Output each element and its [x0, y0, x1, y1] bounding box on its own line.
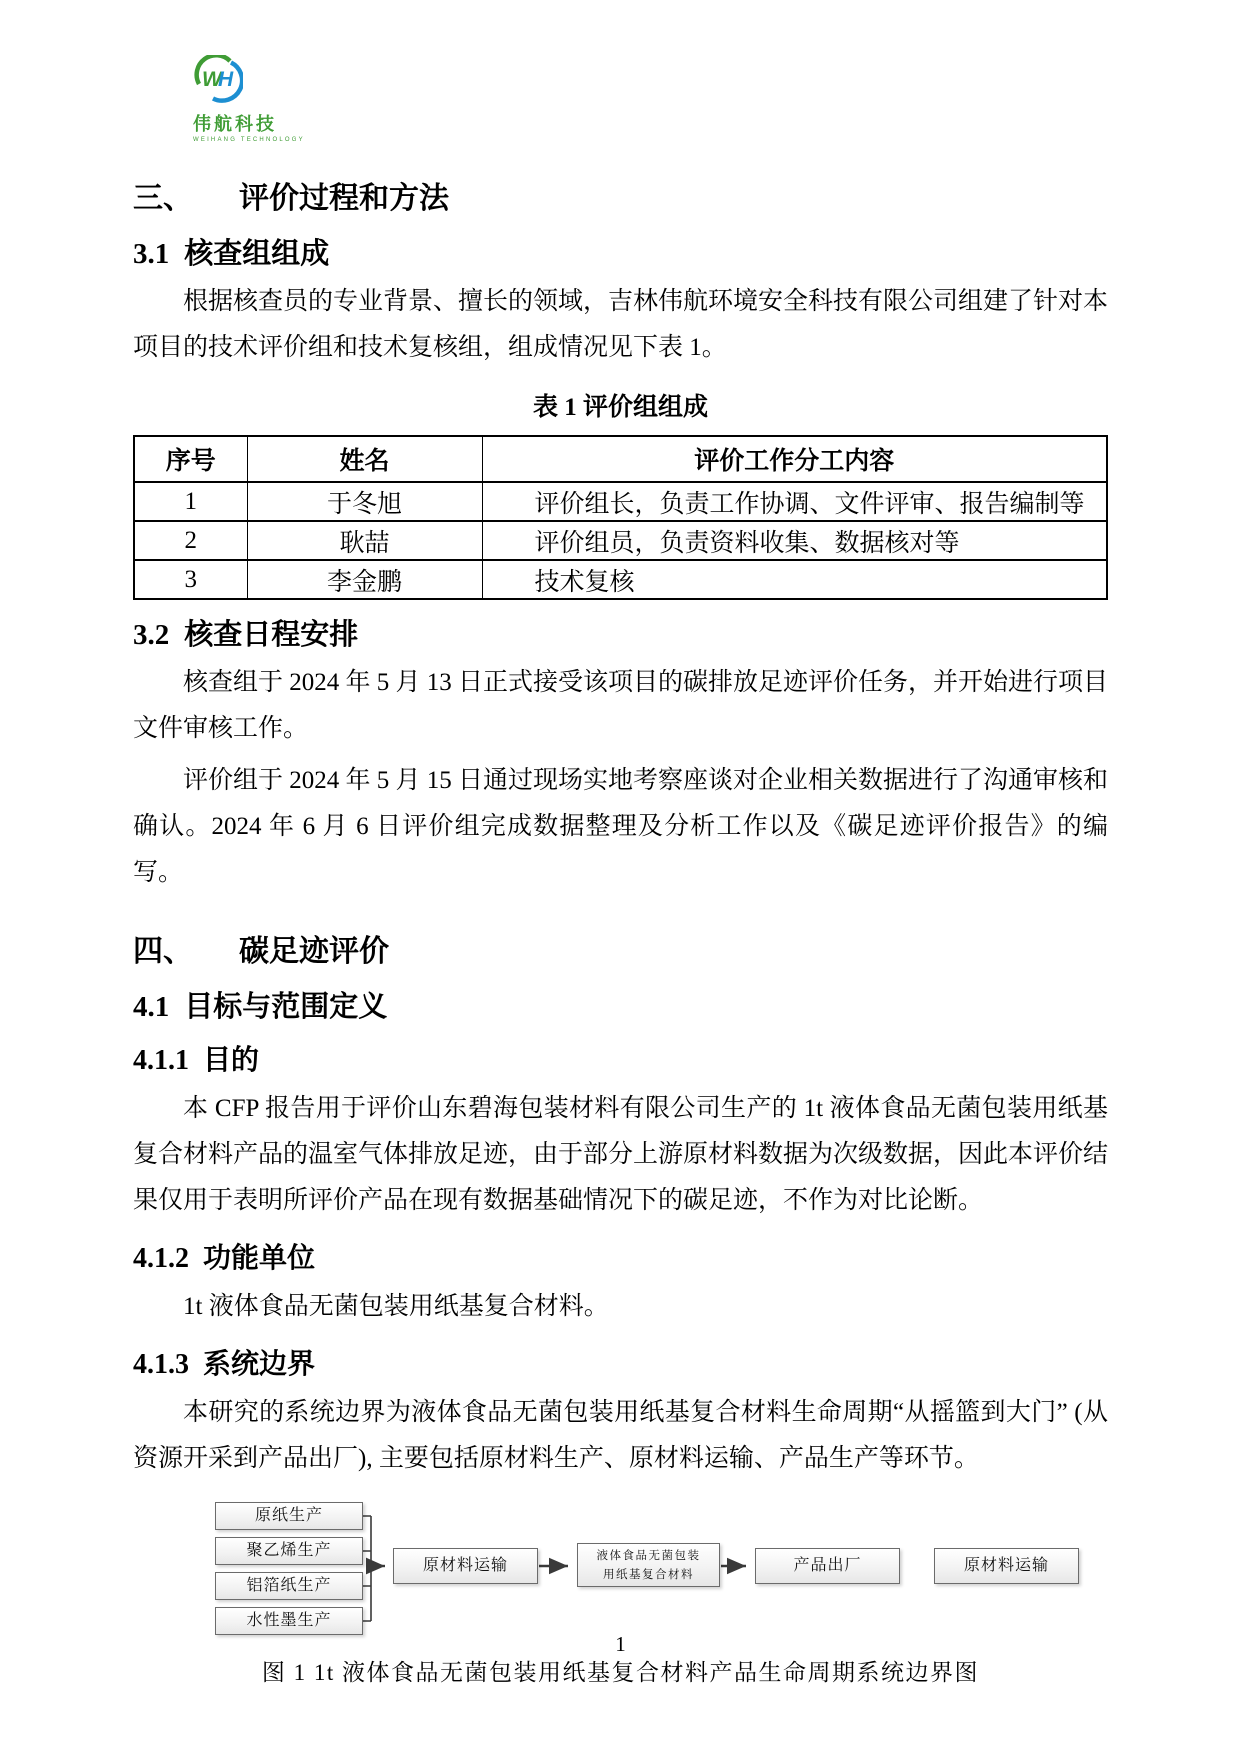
- heading-number: 4.1.2: [133, 1243, 189, 1274]
- logo-company-subtitle: WEIHANG TECHNOLOGY: [193, 137, 305, 143]
- system-boundary-diagram: [133, 1502, 1108, 1642]
- heading-number: 4.1.3: [133, 1349, 189, 1380]
- table-row: [134, 560, 1107, 599]
- section-heading-3-2: [133, 616, 1108, 654]
- paragraph-purpose: 本 CFP 报告用于评价山东碧海包装材料有限公司生产的 1t 液体食品无菌包装用纸基复合材料产品的温室气体排放足迹，由于部分上游原材料数据为次级数据，因此本评价结果仅用于表明所评价产品在现有数据基础情况下的碳足迹，不作为对比论断。: [133, 1095, 1109, 1214]
- cell-index: 2: [134, 521, 247, 560]
- company-logo: [193, 55, 393, 143]
- cell-duty: 评价组长，负责工作协调、文件评审、报告编制等: [482, 482, 1107, 521]
- logo-monogram-w: W: [202, 68, 222, 91]
- diagram-box-polyethylene: 聚乙烯生产: [215, 1537, 363, 1565]
- cell-duty: 技术复核: [482, 560, 1107, 599]
- section-heading-4-1: [133, 988, 1108, 1026]
- logo-company-name: 伟航科技: [193, 114, 277, 134]
- evaluation-team-table: [133, 435, 1108, 600]
- heading-number: 三、: [133, 182, 193, 215]
- section-heading-4-1-1: [133, 1042, 1108, 1080]
- heading-title: 系统边界: [203, 1349, 316, 1380]
- paragraph-functional-unit: 1t 液体食品无菌包装用纸基复合材料。: [183, 1293, 609, 1320]
- diagram-box-product: [577, 1543, 720, 1587]
- cell-index: 3: [134, 560, 247, 599]
- heading-number: 3.2: [133, 619, 170, 651]
- paragraph-team-composition: 根据核查员的专业背景、擅长的领域，吉林伟航环境安全科技有限公司组建了针对本项目的技术评价组和技术复核组，组成情况见下表 1。: [133, 288, 1109, 361]
- section-heading-4-1-3: [133, 1346, 1108, 1384]
- heading-title: 目的: [203, 1045, 260, 1076]
- section-heading-3-1: [133, 235, 1108, 273]
- logo-circle-icon: [193, 55, 243, 103]
- column-header-name: 姓名: [247, 436, 482, 482]
- diagram-box-product-line1: 液体食品无菌包装: [596, 1550, 701, 1562]
- section-heading-4: [133, 932, 1108, 972]
- heading-title: 碳足迹评价: [239, 935, 389, 968]
- diagram-box-water-ink: 水性墨生产: [215, 1607, 363, 1635]
- diagram-box-product-shipment: 产品出厂: [755, 1548, 900, 1584]
- column-header-duty: 评价工作分工内容: [482, 436, 1107, 482]
- cell-name: 于冬旭: [247, 482, 482, 521]
- section-heading-4-1-2: [133, 1240, 1108, 1278]
- paragraph-system-boundary: 本研究的系统边界为液体食品无菌包装用纸基复合材料生命周期“从摇篮到大门” (从资源开采到产品出厂), 主要包括原材料生产、原材料运输、产品生产等环节。: [133, 1399, 1108, 1472]
- heading-title: 核查日程安排: [184, 619, 359, 651]
- table-row: [134, 521, 1107, 560]
- diagram-box-raw-material-transport-2: 原材料运输: [934, 1548, 1079, 1584]
- heading-title: 目标与范围定义: [184, 991, 388, 1023]
- heading-number: 四、: [133, 935, 193, 968]
- heading-title: 评价过程和方法: [239, 182, 449, 215]
- column-header-index: 序号: [134, 436, 247, 482]
- paragraph-schedule-2: 评价组于 2024 年 5 月 15 日通过现场实地考察座谈对企业相关数据进行了沟通审核和确认。2024 年 6 月 6 日评价组完成数据整理及分析工作以及《碳足迹评价报告》的编写。: [133, 767, 1109, 886]
- table-row: [134, 482, 1107, 521]
- diagram-box-base-paper: 原纸生产: [215, 1502, 363, 1530]
- heading-number: 3.1: [133, 238, 170, 270]
- figure-caption: 图 1 1t 液体食品无菌包装用纸基复合材料产品生命周期系统边界图: [261, 1660, 980, 1685]
- cell-duty: 评价组员，负责资料收集、数据核对等: [482, 521, 1107, 560]
- section-heading-3: [133, 179, 1108, 219]
- table-caption: 表 1 评价组组成: [532, 394, 708, 421]
- heading-number: 4.1: [133, 991, 170, 1023]
- heading-number: 4.1.1: [133, 1045, 189, 1076]
- cell-name: 耿喆: [247, 521, 482, 560]
- diagram-box-aluminum-foil: 铝箔纸生产: [215, 1572, 363, 1600]
- paragraph-schedule-1: 核查组于 2024 年 5 月 13 日正式接受该项目的碳排放足迹评价任务，并开始进行项目文件审核工作。: [133, 669, 1109, 742]
- cell-index: 1: [134, 482, 247, 521]
- logo-monogram-h: H: [218, 68, 234, 91]
- heading-title: 功能单位: [203, 1243, 316, 1274]
- diagram-box-product-line2: 用纸基复合材料: [603, 1569, 694, 1581]
- cell-name: 李金鹏: [247, 560, 482, 599]
- diagram-box-raw-material-transport: 原材料运输: [393, 1548, 538, 1584]
- page-number: 1: [615, 1632, 626, 1656]
- heading-title: 核查组组成: [184, 238, 330, 270]
- table-header-row: [134, 436, 1107, 482]
